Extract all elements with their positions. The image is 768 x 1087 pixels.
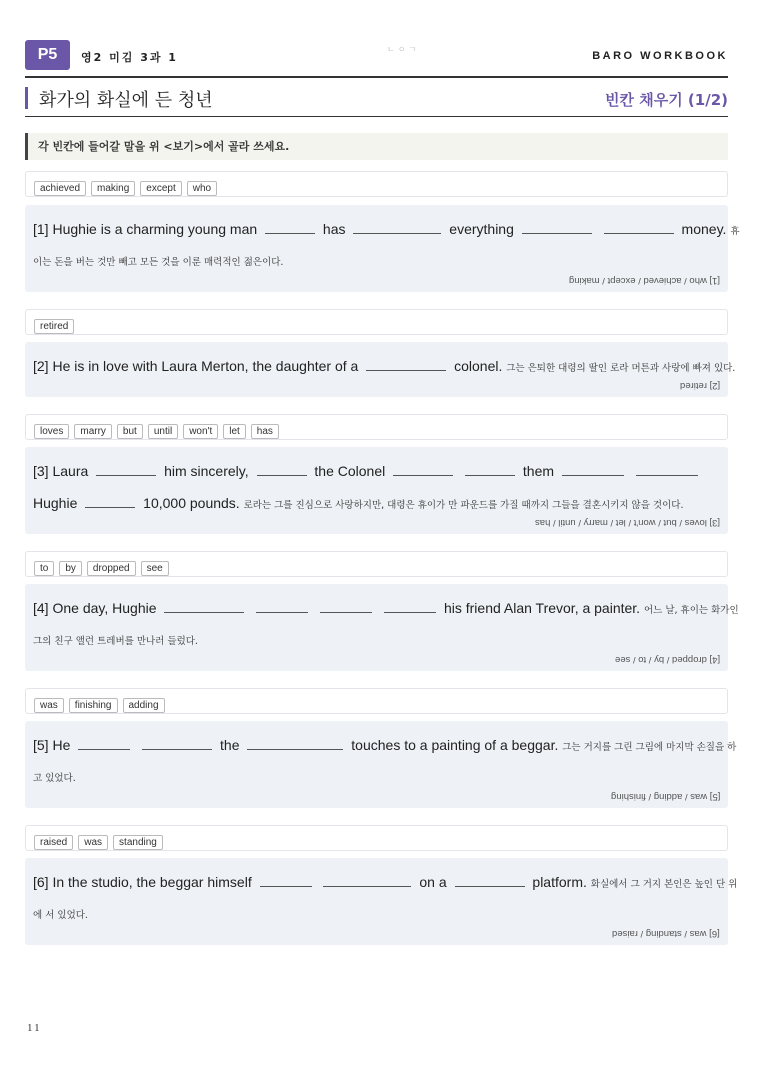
answer-blank[interactable] — [142, 736, 212, 750]
answer-blank[interactable] — [455, 873, 525, 887]
answer-blank[interactable] — [604, 220, 674, 234]
sentence-text: In the studio, the beggar himself — [52, 874, 252, 890]
sentence-text: his friend Alan Trevor, a painter. — [443, 600, 641, 616]
sentence-text: has — [322, 221, 346, 237]
word-chip: achieved — [34, 181, 86, 196]
sentence-text: One day, Hughie — [52, 600, 157, 616]
question-4 — [25, 584, 739, 671]
sentence-text: on a — [419, 874, 447, 890]
answer-key: [3] loves / but / won't / let / marry / until / has — [534, 517, 720, 528]
korean-translation: 그는 거지를 그린 그림에 마지막 손질을 하 — [562, 742, 737, 753]
word-chip: except — [140, 181, 181, 196]
page-title: 화가의 화실에 든 청년 — [39, 90, 213, 111]
page-subtitle: 빈칸 채우기 (1/2) — [605, 91, 728, 109]
page-header — [25, 40, 728, 78]
word-chip: retired — [34, 319, 74, 334]
sentence-text: touches to a painting of a beggar. — [351, 737, 559, 753]
word-chip: was — [78, 835, 108, 850]
answer-blank[interactable] — [384, 599, 436, 613]
answer-blank[interactable] — [353, 220, 441, 234]
word-chip: finishing — [69, 698, 118, 713]
answer-blank[interactable] — [320, 599, 372, 613]
word-chip: dropped — [87, 561, 136, 576]
word-chip: by — [59, 561, 82, 576]
sentence-text: Hughie — [33, 495, 78, 511]
question-6 — [25, 858, 738, 945]
sentence-text: He is in love with Laura Merton, the daughter of a — [52, 358, 359, 374]
korean-translation: 그는 은퇴한 대령의 딸인 로라 머튼과 사랑에 빠져 있다. — [506, 363, 736, 374]
instruction-text: 각 빈칸에 들어갈 말을 위 <보기>에서 골라 쓰세요. — [25, 133, 728, 160]
faint-mark: ㄴㅇㄱ — [387, 45, 420, 54]
answer-key: [5] was / adding / finishing — [610, 791, 720, 802]
korean-translation: 화실에서 그 거지 본인은 높인 단 위 — [590, 879, 738, 890]
answer-blank[interactable] — [257, 462, 307, 476]
answer-blank[interactable] — [522, 220, 592, 234]
answer-key: [4] dropped / by / to / see — [614, 654, 720, 665]
sentence-text: the Colonel — [314, 463, 386, 479]
question-number: [5] — [33, 737, 49, 753]
answer-blank[interactable] — [265, 220, 315, 234]
question-number: [2] — [33, 358, 49, 374]
answer-blank[interactable] — [78, 736, 130, 750]
course-label: 영2 미김 3과 1 — [81, 51, 178, 64]
answer-blank[interactable] — [256, 599, 308, 613]
sentence-text: He — [52, 737, 71, 753]
answer-blank[interactable] — [323, 873, 411, 887]
question-5 — [25, 721, 737, 808]
sentence-text: 10,000 pounds. — [143, 495, 240, 511]
korean-translation: 이는 돈을 버는 것만 빼고 모든 것을 이룬 매력적인 젊은이다. — [33, 257, 284, 268]
word-bank-5 — [25, 688, 728, 714]
word-bank-3 — [25, 414, 728, 440]
title-bar — [25, 85, 728, 117]
word-chip: adding — [123, 698, 165, 713]
answer-key: [6] was / standing / raised — [612, 928, 720, 939]
word-chip: won't — [183, 424, 218, 439]
korean-translation: 고 있었다. — [33, 773, 76, 784]
answer-key: [2] retired — [679, 380, 720, 391]
korean-translation: 휴 — [730, 226, 740, 237]
answer-blank[interactable] — [247, 736, 343, 750]
question-2 — [25, 342, 736, 397]
answer-blank[interactable] — [85, 494, 135, 508]
title-accent-bar — [25, 87, 28, 109]
word-chip: see — [141, 561, 169, 576]
sentence-text: everything — [449, 221, 514, 237]
answer-blank[interactable] — [393, 462, 453, 476]
answer-blank[interactable] — [636, 462, 698, 476]
word-chip: has — [251, 424, 279, 439]
question-number: [1] — [33, 221, 49, 237]
word-bank-6 — [25, 825, 728, 851]
korean-translation: 어느 날, 휴이는 화가인 — [643, 605, 739, 616]
brand-label: BARO WORKBOOK — [592, 50, 728, 62]
korean-translation: 에 서 있었다. — [33, 910, 88, 921]
sentence-text: Laura — [52, 463, 89, 479]
word-chip: to — [34, 561, 54, 576]
answer-blank[interactable] — [366, 357, 446, 371]
question-3 — [25, 447, 728, 534]
korean-translation: 로라는 그를 진심으로 사랑하지만, 대령은 휴이가 만 파운드를 가질 때까지 그들을 결혼시키지 않을 것이다. — [243, 500, 684, 511]
korean-translation: 그의 친구 앨런 트레버를 만나러 들렀다. — [33, 636, 198, 647]
word-chip: loves — [34, 424, 69, 439]
word-chip: until — [148, 424, 178, 439]
sentence-text: money. — [681, 221, 727, 237]
answer-blank[interactable] — [465, 462, 515, 476]
answer-blank[interactable] — [164, 599, 244, 613]
word-chip: was — [34, 698, 64, 713]
word-bank-4 — [25, 551, 728, 577]
page-number: 11 — [27, 1022, 42, 1034]
sentence-text: Hughie is a charming young man — [52, 221, 258, 237]
word-chip: standing — [113, 835, 163, 850]
question-1 — [25, 205, 740, 292]
word-chip: making — [91, 181, 135, 196]
sentence-text: him sincerely, — [164, 463, 249, 479]
word-bank-2 — [25, 309, 728, 335]
word-chip: who — [187, 181, 217, 196]
answer-blank[interactable] — [260, 873, 312, 887]
word-chip: but — [117, 424, 143, 439]
question-number: [4] — [33, 600, 49, 616]
word-chip: raised — [34, 835, 73, 850]
word-bank-1 — [25, 171, 728, 197]
page-badge: P5 — [25, 40, 70, 70]
word-chip: let — [223, 424, 246, 439]
word-chip: marry — [74, 424, 112, 439]
sentence-text: them — [522, 463, 555, 479]
answer-blank[interactable] — [562, 462, 624, 476]
sentence-text: colonel. — [454, 358, 503, 374]
question-number: [3] — [33, 463, 49, 479]
question-number: [6] — [33, 874, 49, 890]
sentence-text: the — [220, 737, 240, 753]
answer-key: [1] who / achieved / except / making — [568, 275, 720, 286]
answer-blank[interactable] — [96, 462, 156, 476]
sentence-text: platform. — [532, 874, 587, 890]
